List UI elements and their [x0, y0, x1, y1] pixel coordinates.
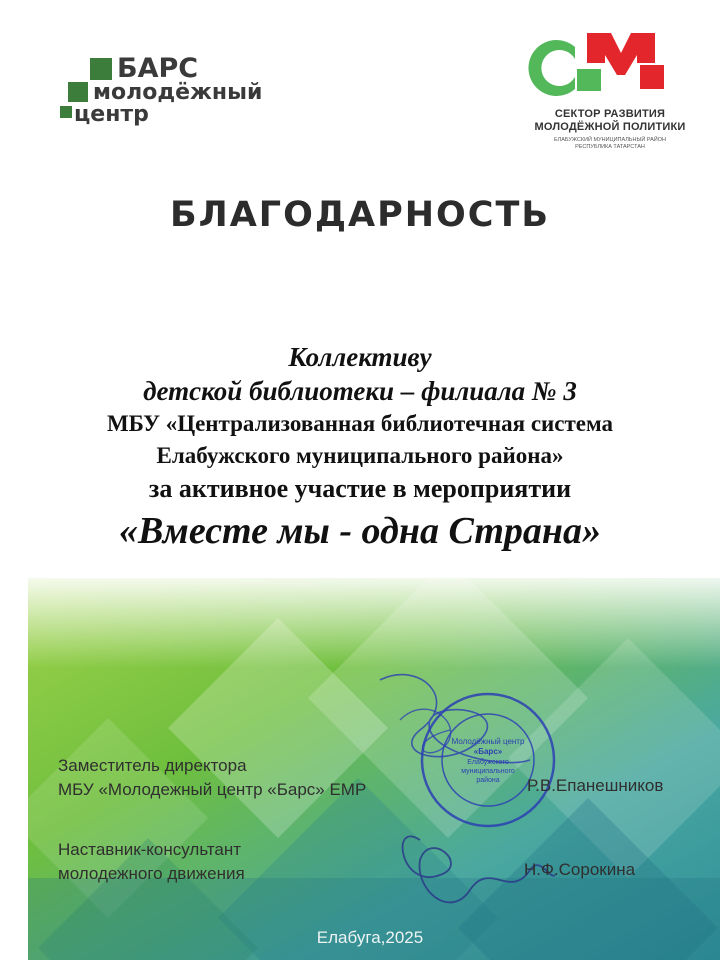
signatory-1-position-line1: Заместитель директора: [58, 756, 247, 775]
certificate-title: БЛАГОДАРНОСТЬ: [169, 195, 551, 235]
signatory-1-name: Р.В.Епанешников: [527, 776, 664, 795]
bars-youth-center-logo: [60, 55, 290, 130]
stamp-line-2: «Барс»: [473, 747, 503, 756]
stamp-line-5: района: [476, 777, 500, 784]
youth-policy-sector-logo: [515, 25, 705, 175]
recipient-line-3: МБУ «Централизованная библиотечная система: [106, 411, 614, 436]
sector-sub-line2: РЕСПУБЛИКА ТАТАРСТАН: [575, 144, 645, 151]
signatory-2-position: [58, 838, 245, 886]
sector-title-line1: СЕКТОР РАЗВИТИЯ: [554, 108, 666, 120]
signatory-2-name: Н.Ф.Сорокина: [524, 860, 636, 879]
handwritten-signatures-icon: [360, 660, 560, 960]
recipient-line-2: детской библиотеки – филиала № 3: [143, 376, 577, 406]
stamp-line-1: Молодёжный центр: [451, 737, 525, 746]
signatory-2-position-line2: молодежного движения: [58, 864, 245, 883]
signatory-1-position: [58, 754, 366, 802]
sector-emblem-icon: [515, 25, 705, 107]
recipient-line-1: Коллективу: [288, 342, 432, 372]
sector-title-line2: МОЛОДЁЖНОЙ ПОЛИТИКИ: [534, 120, 686, 133]
logo-text-center: центр: [74, 102, 149, 127]
place-and-year: Елабуга,2025: [316, 928, 424, 947]
event-name: «Вместе мы - одна Страна»: [118, 510, 602, 552]
logo-text-bars: БАРС: [117, 53, 199, 84]
stamp-line-4: муниципального: [461, 768, 515, 775]
sector-sub-line1: ЕЛАБУЖСКИЙ МУНИЦИПАЛЬНЫЙ РАЙОН: [553, 137, 667, 143]
stamp-line-3: Елабужского: [467, 759, 509, 766]
signatory-1-position-line2: МБУ «Молодежный центр «Барс» ЕМР: [58, 780, 367, 799]
recipient-line-4: Елабужского муниципального района»: [156, 443, 564, 468]
signatory-2-position-line1: Наставник-консультант: [58, 840, 242, 859]
recipient-block: [0, 340, 720, 556]
recipient-line-5: за активное участие в мероприятии: [148, 474, 572, 503]
logo-text-youth: молодёжный: [93, 80, 263, 105]
